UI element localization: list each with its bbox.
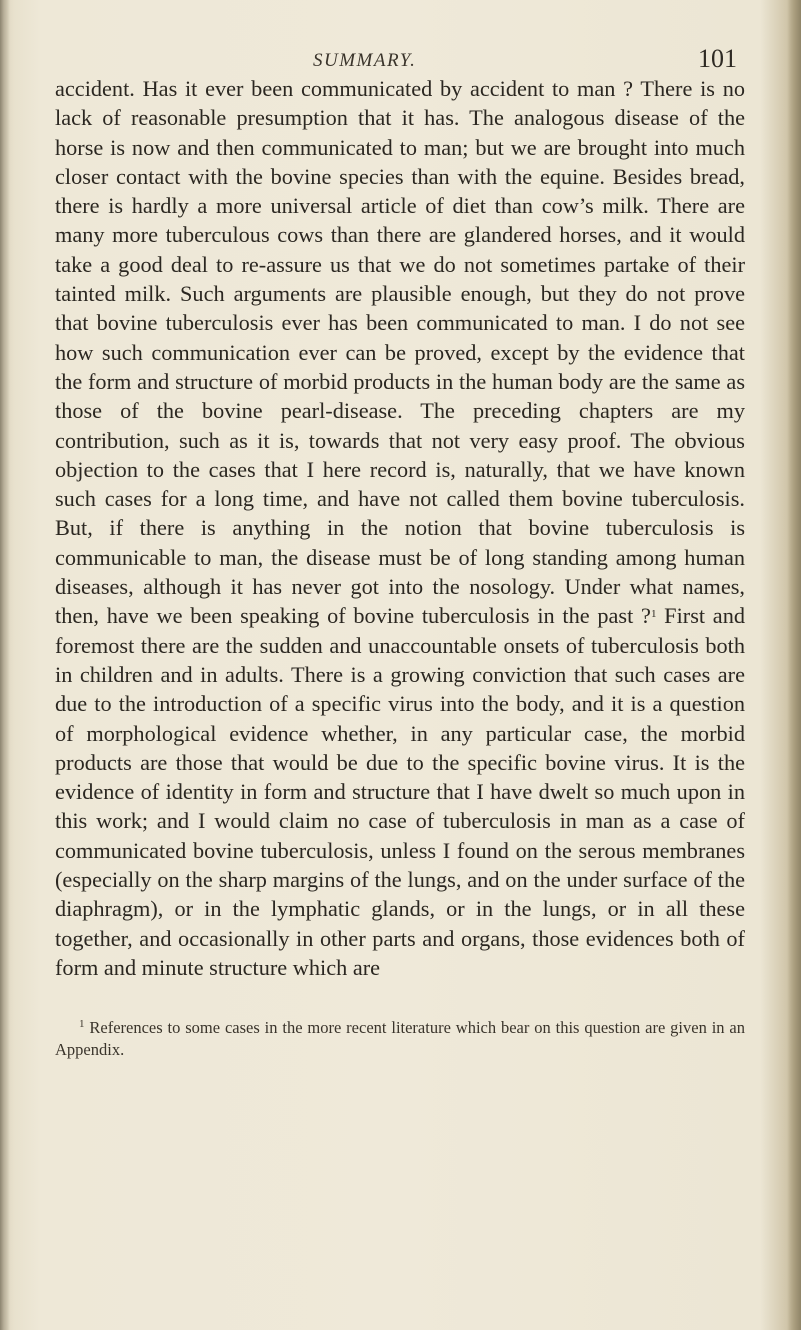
running-head: SUMMARY. <box>313 50 417 71</box>
page-header <box>55 44 745 74</box>
footnote-reference: 1 <box>650 608 657 621</box>
footnote-text: References to some cases in the more recent literature which bear on this question are given in an Appendix. <box>55 1018 745 1059</box>
body-text-part-1: accident. Has it ever been communicated by accident to man ? There is no lack of reasonable presumption that it has. The analogous disease of the horse is now and then communicated to man; but we are brought into much closer contact with the bovine species than with the equine. Besides bread, there is hardly a more universal article of diet than cow’s milk. There are many more tuberculous cows than there are glandered horses, and it would take a good deal to re-assure us that we do not sometimes partake of their tainted milk. Such arguments are plausible enough, but they do not prove that bovine tuberculosis ever has been communicated to man. I do not see how such communication ever can be proved, except by the evidence that the form and structure of morbid products in the human body are the same as those of the bovine pearl-disease. The preceding chapters are my contribution, such as it is, towards that not very easy proof. The obvious objection to the cases that I here record is, naturally, that we have known such cases for a long time, and have not called them bovine tuberculosis. But, if there is anything in the notion that bovine tuberculosis is communicable to man, the disease must be of long standing among human diseases, although it has never got into the nosology. Under what names, then, have we been speaking of bovine tuberculosis in the past ? <box>55 76 745 629</box>
page-edge <box>787 0 801 1330</box>
body-text-part-2: First and foremost there are the sudden and unaccountable onsets of tuberculosis both in children and in adults. There is a growing conviction that such cases are due to the introduction of a specific virus into the body, and it is a question of morphological evidence whether, in any particular case, the morbid products are those that would be due to the specific bovine virus. It is the evidence of identity in form and structure that I have dwelt so much upon in this work; and I would claim no case of tuberculosis in man as a case of communicated bovine tuberculosis, unless I found on the serous membranes (especially on the sharp margins of the lungs, and on the under surface of the diaphragm), or in the lymphatic glands, or in the lungs, or in all these together, and occasionally in other parts and organs, those evidences both of form and minute structure which are <box>55 603 746 980</box>
footnote <box>55 1017 745 1061</box>
body-paragraph <box>55 74 745 982</box>
footnote-marker: 1 <box>79 1018 85 1030</box>
gutter-shadow <box>0 0 10 1330</box>
page-number: 101 <box>698 44 737 73</box>
